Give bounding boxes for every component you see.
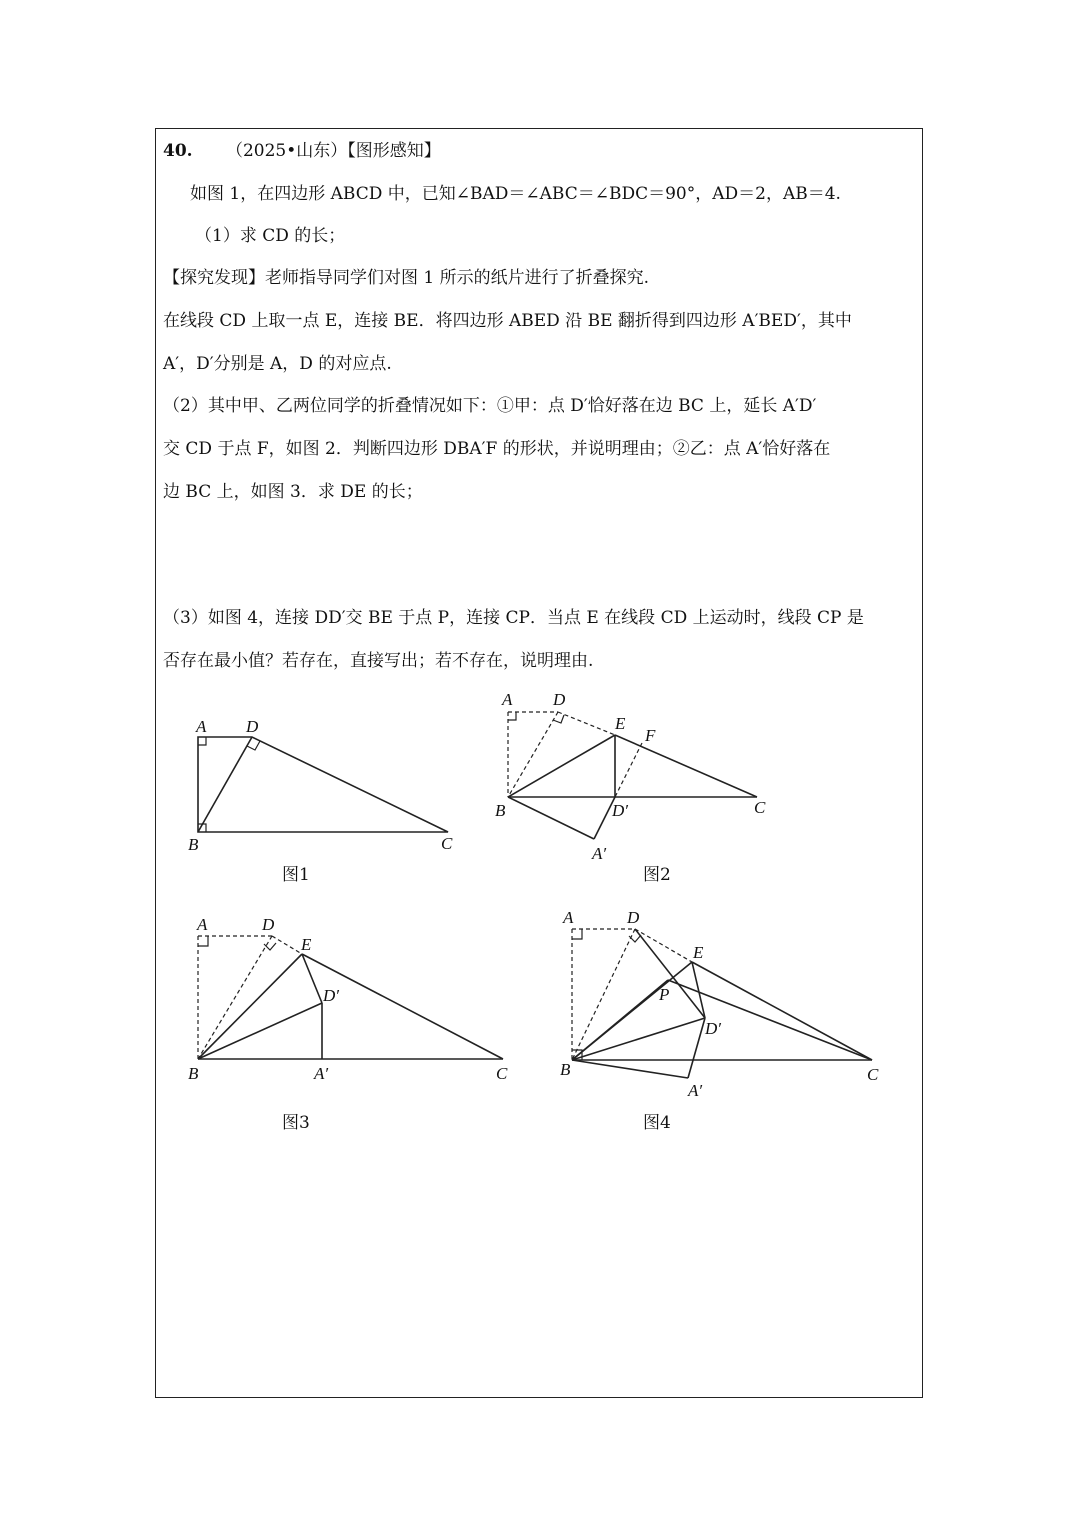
fig1-diagonal-bd — [198, 737, 252, 832]
fig3-label-a-prime: A′ — [314, 1064, 329, 1083]
fig4-right-angle-a — [572, 929, 582, 939]
fig1-right-angle-a — [198, 737, 206, 745]
fig3-label-e: E — [301, 935, 312, 954]
fig2-segment-be — [508, 735, 615, 797]
fig2-label-a-prime: A′ — [592, 844, 607, 863]
fig4-label-p: P — [659, 985, 670, 1004]
fig3-dashed-db — [198, 936, 272, 1059]
problem-line-6: （2）其中甲、乙两位同学的折叠情况如下：①甲：点 D′恰好落在边 BC 上，延长 A′D′ — [163, 396, 817, 416]
problem-line-3: 【探究发现】老师指导同学们对图 1 所示的纸片进行了折叠探究. — [163, 268, 650, 288]
fig2-dashed-de — [558, 712, 615, 735]
fig2-label-d-prime: D′ — [612, 801, 628, 820]
fig4-label-a: A — [563, 908, 574, 927]
fig4-label-e: E — [693, 943, 704, 962]
fig3-right-angle-a — [198, 936, 208, 946]
fig4-segment-ba — [572, 1060, 688, 1078]
figure-4-caption: 图4 — [643, 1113, 671, 1133]
question-source: （2025•山东）【图形感知】 — [225, 141, 441, 161]
fig4-segment-ec — [692, 962, 872, 1060]
fig1-label-d: D — [246, 717, 259, 736]
problem-line-1: 如图 1，在四边形 ABCD 中，已知∠BAD＝∠ABC＝∠BDC＝90°，AD＝2，AB＝4. — [190, 184, 841, 204]
fig4-dashed-db — [572, 929, 635, 1060]
fig2-label-c: C — [754, 798, 766, 817]
fig1-label-a: A — [196, 717, 207, 736]
fig3-dashed-de — [272, 936, 302, 954]
fig4-label-d: D — [627, 908, 640, 927]
fig1-quadrilateral — [198, 737, 448, 832]
problem-line-4: 在线段 CD 上取一点 E，连接 BE．将四边形 ABED 沿 BE 翻折得到四边形 A′BED′，其中 — [163, 311, 852, 331]
figure-1-caption: 图1 — [282, 865, 310, 885]
fig3-segment-be — [198, 954, 302, 1059]
problem-line-10: 否存在最小值？若存在，直接写出；若不存在，说明理由. — [163, 651, 594, 671]
figure-3-caption: 图3 — [282, 1113, 310, 1133]
fig3-label-d-prime: D′ — [323, 986, 339, 1005]
fig2-right-angle-d — [553, 715, 564, 723]
fig3-right-angle-d — [264, 943, 276, 950]
fig3-label-c: C — [496, 1064, 508, 1083]
fig4-segment-bd — [572, 1018, 705, 1060]
fig4-label-b: B — [560, 1060, 571, 1079]
fig3-segment-bd — [198, 1003, 322, 1059]
figure-1 — [180, 710, 470, 860]
fig2-segment-ba — [508, 797, 594, 839]
fig2-right-angle-a — [508, 712, 516, 720]
fig4-right-angle-d — [629, 935, 641, 942]
fig3-label-d: D — [262, 915, 275, 934]
problem-line-8: 边 BC 上，如图 3．求 DE 的长； — [163, 482, 423, 502]
fig4-label-c: C — [867, 1065, 879, 1084]
figure-2 — [490, 685, 790, 865]
problem-line-9: （3）如图 4，连接 DD′交 BE 于点 P，连接 CP．当点 E 在线段 CD 上运动时，线段 CP 是 — [163, 608, 864, 628]
fig2-dashed-fd — [615, 743, 642, 797]
figure-2-caption: 图2 — [643, 865, 671, 885]
fig4-dashed-de — [635, 929, 692, 962]
question-number: 40. — [163, 141, 193, 161]
fig1-label-b: B — [188, 835, 199, 854]
problem-line-2: （1）求 CD 的长； — [195, 226, 346, 246]
fig4-label-a-prime: A′ — [688, 1081, 703, 1100]
fig2-dashed-db — [508, 712, 558, 797]
fig2-label-d: D — [553, 690, 566, 709]
question-header — [163, 143, 441, 160]
fig2-label-e: E — [615, 714, 626, 733]
fig2-label-f: F — [645, 726, 656, 745]
problem-line-7: 交 CD 于点 F，如图 2．判断四边形 DBA′F 的形状，并说明理由；②乙：点 A′恰好落在 — [163, 439, 831, 459]
fig4-label-d-prime: D′ — [705, 1019, 721, 1038]
figure-3 — [180, 905, 520, 1095]
figure-4 — [550, 900, 890, 1100]
fig4-segment-da — [688, 1018, 705, 1078]
fig3-label-b: B — [188, 1064, 199, 1083]
fig2-label-a: A — [502, 690, 513, 709]
fig3-label-a: A — [197, 915, 208, 934]
fig3-segment-ed — [302, 954, 322, 1003]
fig2-segment-ec — [615, 735, 757, 797]
fig1-label-c: C — [441, 834, 453, 853]
fig2-label-b: B — [495, 801, 506, 820]
fig3-segment-ec — [302, 954, 503, 1059]
fig4-segment-bp — [572, 980, 668, 1060]
problem-line-5: A′，D′分别是 A，D 的对应点. — [163, 354, 392, 374]
